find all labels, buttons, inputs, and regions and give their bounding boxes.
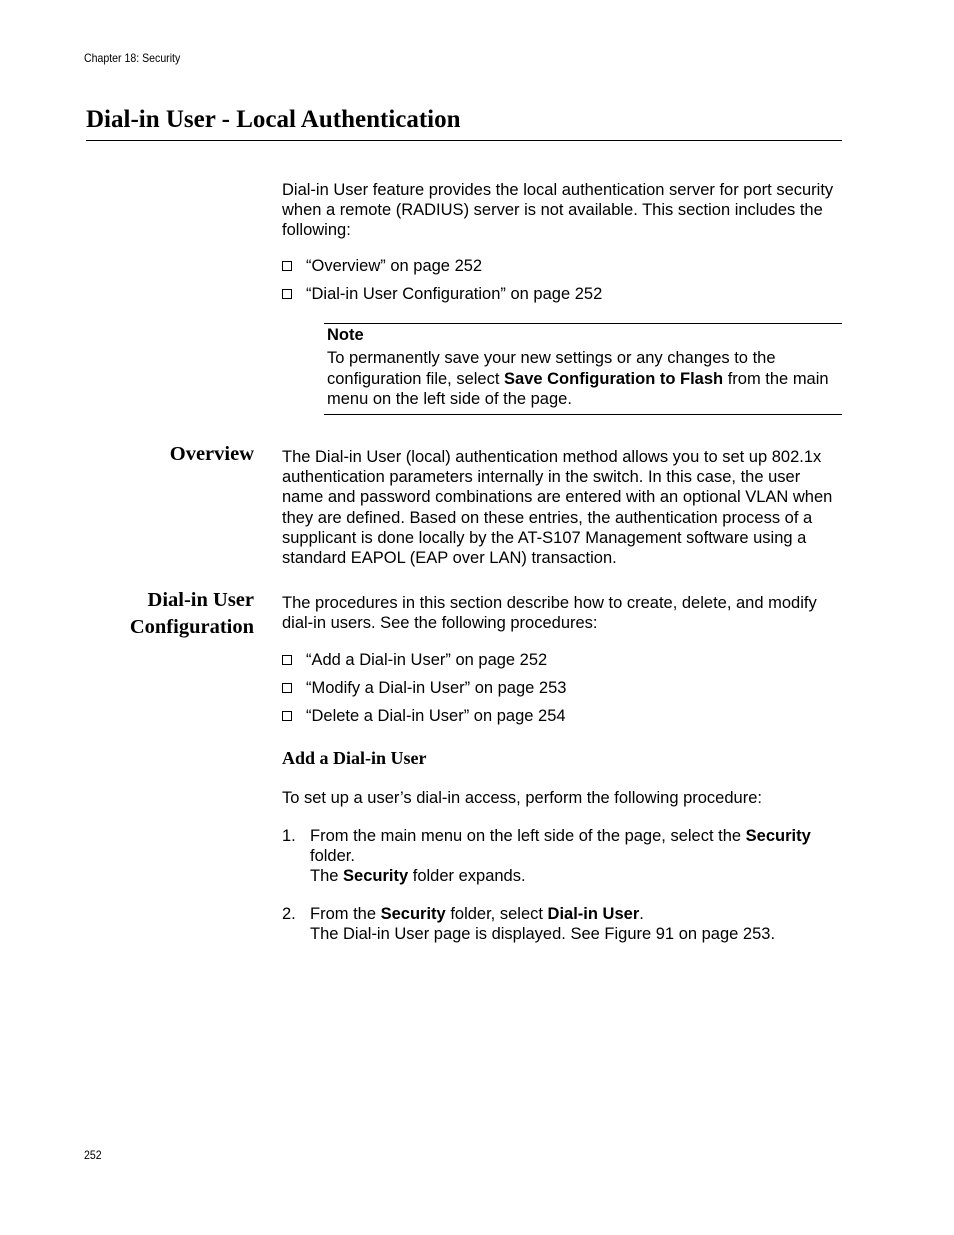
procedure-step-1: 1. From the main menu on the left side of the page, select the Security folder. The Security folder expands. [282,827,811,885]
note-bottom-rule [324,414,842,415]
list-item[interactable]: “Add a Dial-in User” on page 252 [282,650,547,670]
note-title: Note [327,326,364,344]
note-menu-item: Save Configuration to Flash [504,369,724,388]
checkbox-bullet-icon [282,655,292,665]
running-header: Chapter 18: Security [84,51,181,65]
checkbox-bullet-icon [282,289,292,299]
note-top-rule [324,323,842,324]
subsection-heading: Add a Dial-in User [282,748,427,768]
intro-paragraph: Dial-in User feature provides the local authentication server for port security when a remote (RADIUS) server is not available. This section includes the following: [282,181,834,240]
list-item[interactable]: “Modify a Dial-in User” on page 253 [282,678,566,698]
list-item[interactable]: “Delete a Dial-in User” on page 254 [282,706,566,726]
checkbox-bullet-icon [282,261,292,271]
list-item[interactable]: “Dial-in User Configuration” on page 252 [282,284,602,304]
list-item[interactable]: “Overview” on page 252 [282,256,482,276]
title-rule [86,140,842,141]
checkbox-bullet-icon [282,711,292,721]
page-number: 252 [84,1148,102,1162]
config-paragraph: The procedures in this section describe how to create, delete, and modify dial-in users. See the following procedures: [282,594,817,633]
section-heading-config: Dial-in User Configuration [129,589,254,638]
overview-paragraph: The Dial-in User (local) authentication method allows you to set up 802.1x authentication parameters internally in the switch. In this case, the user name and password combinations are entered with an optional VLAN when they are defined. Based on these entries, the authentication process of a supplicant is done locally by the AT-S107 Management software using a standard EAPOL (EAP over LAN) transaction. [282,448,833,568]
page-title: Dial-in User - Local Authentication [86,106,461,133]
section-heading-overview: Overview [169,443,254,465]
procedure-step-2: 2. From the Security folder, select Dial-in User. The Dial-in User page is displayed. See Figure 91 on page 253. [282,905,776,943]
procedure-intro: To set up a user’s dial-in access, perform the following procedure: [282,789,762,807]
note-body: To permanently save your new settings or any changes to the configuration file, select Save Configuration to Flash from the main menu on the left side of the page. [327,349,829,408]
checkbox-bullet-icon [282,683,292,693]
